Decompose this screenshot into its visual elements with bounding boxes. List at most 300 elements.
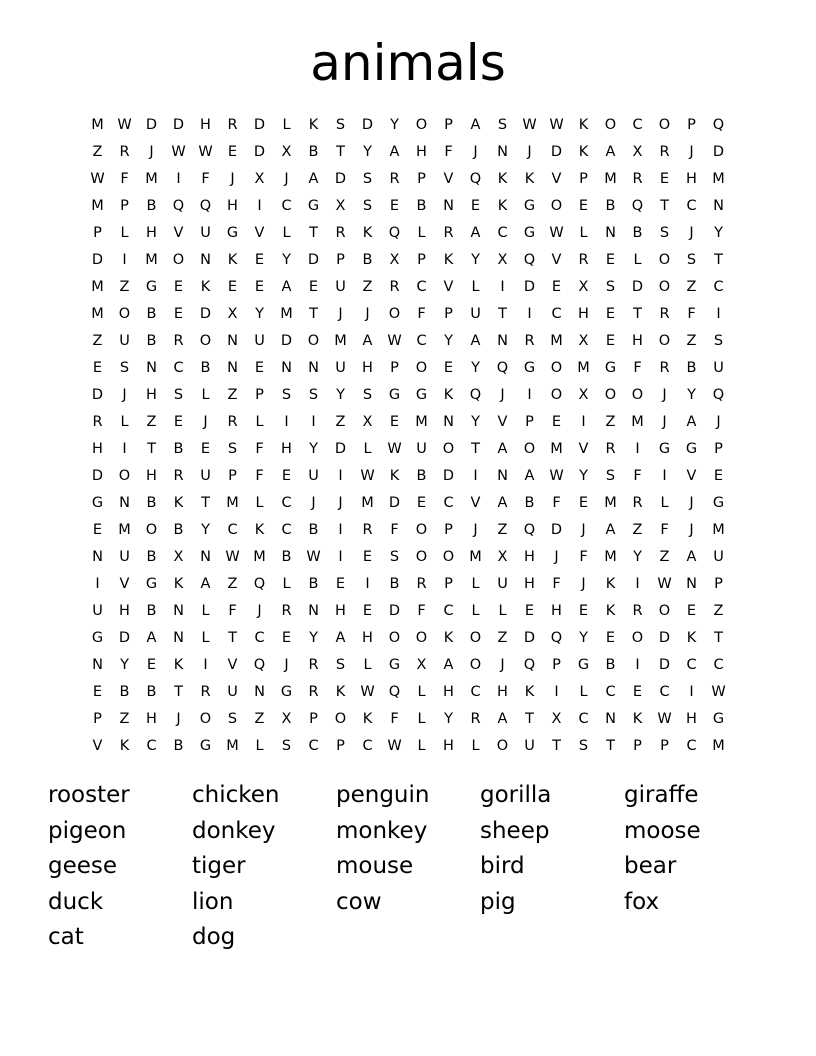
grid-letter: O (550, 387, 563, 403)
grid-letter: Z (335, 414, 346, 430)
grid-letter: R (281, 603, 292, 619)
grid-letter: V (551, 171, 562, 187)
grid-letter: L (579, 225, 588, 241)
grid-letter: L (633, 252, 642, 268)
grid-letter: G (712, 495, 725, 511)
grid-letter: E (92, 360, 103, 376)
grid-letter: Q (388, 684, 401, 700)
grid-letter: E (578, 495, 589, 511)
grid-letter: G (226, 225, 239, 241)
grid-letter: E (362, 549, 373, 565)
grid-letter: T (336, 144, 345, 160)
grid-letter: U (254, 333, 265, 349)
grid-letter: F (255, 468, 264, 484)
grid-letter: B (281, 549, 292, 565)
grid-letter: D (523, 630, 536, 646)
grid-letter: L (282, 576, 291, 592)
grid-letter: T (633, 306, 642, 322)
grid-letter: K (578, 117, 589, 133)
grid-letter: O (118, 306, 131, 322)
grid-letter: A (443, 657, 454, 673)
grid-letter: A (362, 333, 373, 349)
grid-letter: F (417, 306, 426, 322)
grid-letter: P (93, 711, 102, 727)
grid-letter: N (497, 144, 508, 160)
grid-letter: U (416, 441, 427, 457)
grid-letter: T (471, 441, 480, 457)
grid-letter: C (146, 738, 157, 754)
grid-letter: C (254, 630, 265, 646)
grid-letter: A (497, 441, 508, 457)
grid-letter: B (146, 684, 157, 700)
grid-letter: Y (714, 225, 723, 241)
grid-letter: Q (469, 171, 482, 187)
grid-letter: E (470, 198, 481, 214)
grid-letter: Z (92, 333, 103, 349)
grid-letter: L (417, 711, 426, 727)
grid-letter: U (92, 603, 103, 619)
grid-letter: W (360, 468, 375, 484)
grid-letter: O (415, 522, 428, 538)
grid-letter: R (524, 333, 535, 349)
grid-letter: L (201, 387, 210, 403)
grid-letter: S (227, 711, 238, 727)
grid-letter: Z (686, 279, 697, 295)
page-title: animals (310, 34, 506, 92)
grid-letter: S (281, 738, 292, 754)
word-list-item: fox (624, 888, 660, 915)
grid-letter: Y (633, 549, 642, 565)
grid-letter: J (689, 225, 694, 241)
grid-letter: J (338, 495, 343, 511)
grid-letter: Y (363, 144, 372, 160)
grid-letter: W (171, 144, 186, 160)
grid-letter: U (713, 549, 724, 565)
grid-letter: J (311, 495, 316, 511)
grid-letter: H (686, 171, 697, 187)
grid-letter: T (714, 630, 723, 646)
grid-letter: S (173, 387, 184, 403)
grid-letter: S (362, 171, 373, 187)
grid-letter: N (713, 198, 724, 214)
word-list-item: rooster (48, 782, 130, 808)
grid-letter: E (92, 522, 103, 538)
grid-letter: Q (469, 387, 482, 403)
grid-letter: B (146, 549, 157, 565)
grid-letter: K (605, 603, 616, 619)
grid-letter: X (497, 549, 508, 565)
grid-letter: O (658, 252, 671, 268)
grid-letter: R (362, 522, 373, 538)
grid-letter: J (203, 414, 208, 430)
grid-letter: J (662, 414, 667, 430)
grid-letter: K (443, 630, 454, 646)
grid-letter: W (657, 711, 672, 727)
grid-letter: K (443, 387, 454, 403)
grid-letter: S (686, 252, 697, 268)
grid-letter: I (635, 576, 640, 592)
grid-letter: V (470, 495, 481, 511)
grid-letter: V (173, 225, 184, 241)
grid-letter: N (146, 360, 157, 376)
grid-letter: G (523, 198, 536, 214)
word-list-item: donkey (192, 817, 276, 844)
grid-letter: F (633, 360, 642, 376)
grid-letter: D (145, 117, 158, 133)
grid-letter: E (605, 333, 616, 349)
grid-letter: P (660, 738, 669, 754)
grid-letter: C (497, 225, 508, 241)
grid-letter: L (282, 225, 291, 241)
grid-letter: T (714, 252, 723, 268)
grid-letter: X (416, 657, 427, 673)
grid-letter: U (119, 549, 130, 565)
grid-letter: D (631, 279, 644, 295)
grid-letter: K (443, 252, 454, 268)
grid-letter: F (417, 603, 426, 619)
grid-letter: Q (712, 387, 725, 403)
grid-letter: E (281, 468, 292, 484)
grid-letter: I (716, 306, 721, 322)
grid-letter: Y (201, 522, 210, 538)
word-list-item: moose (624, 817, 701, 844)
grid-letter: Q (523, 252, 536, 268)
grid-letter: N (281, 360, 292, 376)
grid-letter: F (255, 441, 264, 457)
grid-letter: G (712, 711, 725, 727)
grid-letter: R (119, 144, 130, 160)
grid-letter: O (496, 738, 509, 754)
grid-letter: D (550, 144, 563, 160)
grid-letter: A (605, 522, 616, 538)
grid-letter: F (552, 495, 561, 511)
grid-letter: A (308, 171, 319, 187)
grid-letter: C (443, 495, 454, 511)
grid-letter: J (500, 387, 505, 403)
grid-letter: W (549, 225, 564, 241)
grid-letter: R (389, 279, 400, 295)
grid-letter: K (497, 198, 508, 214)
grid-letter: Y (579, 630, 588, 646)
grid-letter: X (578, 387, 589, 403)
grid-letter: W (306, 549, 321, 565)
grid-letter: B (605, 657, 616, 673)
grid-letter: N (92, 657, 103, 673)
grid-letter: P (417, 171, 426, 187)
grid-letter: H (335, 603, 346, 619)
grid-letter: O (199, 333, 212, 349)
word-list-item: gorilla (480, 782, 552, 808)
grid-letter: S (362, 198, 373, 214)
grid-letter: A (497, 495, 508, 511)
grid-letter: H (119, 603, 130, 619)
grid-letter: R (659, 306, 670, 322)
grid-letter: C (713, 279, 724, 295)
grid-letter: R (470, 711, 481, 727)
grid-letter: L (363, 441, 372, 457)
grid-letter: I (635, 657, 640, 673)
grid-letter: M (226, 495, 239, 511)
grid-letter: B (146, 495, 157, 511)
grid-letter: C (686, 198, 697, 214)
grid-letter: L (282, 117, 291, 133)
word-list-item: chicken (192, 782, 280, 808)
grid-letter: Y (390, 117, 399, 133)
grid-letter: V (578, 441, 589, 457)
grid-letter: Q (172, 198, 185, 214)
grid-letter: M (550, 333, 563, 349)
grid-letter: U (470, 306, 481, 322)
grid-letter: E (605, 252, 616, 268)
grid-letter: K (308, 117, 319, 133)
grid-letter: T (174, 684, 183, 700)
grid-letter: Q (253, 657, 266, 673)
grid-letter: G (388, 657, 401, 673)
grid-letter: M (712, 171, 725, 187)
grid-letter: S (389, 549, 400, 565)
grid-letter: J (176, 711, 181, 727)
grid-letter: G (658, 441, 671, 457)
grid-letter: U (335, 360, 346, 376)
grid-letter: G (91, 630, 104, 646)
grid-letter: E (362, 603, 373, 619)
grid-letter: D (550, 522, 563, 538)
grid-letter: O (145, 522, 158, 538)
grid-letter: I (176, 171, 181, 187)
grid-letter: N (605, 225, 616, 241)
grid-letter: A (605, 144, 616, 160)
word-list-item: sheep (480, 817, 550, 844)
grid-letter: J (338, 306, 343, 322)
grid-letter: H (524, 576, 535, 592)
grid-letter: B (119, 684, 130, 700)
grid-letter: I (311, 414, 316, 430)
grid-letter: K (173, 576, 184, 592)
grid-letter: Y (120, 657, 129, 673)
grid-letter: G (523, 360, 536, 376)
grid-letter: A (470, 225, 481, 241)
grid-letter: I (527, 387, 532, 403)
grid-letter: E (578, 603, 589, 619)
grid-letter: I (581, 414, 586, 430)
grid-letter: O (523, 441, 536, 457)
grid-letter: N (227, 360, 238, 376)
grid-letter: U (227, 684, 238, 700)
grid-letter: H (524, 549, 535, 565)
grid-letter: D (442, 468, 455, 484)
grid-letter: W (657, 576, 672, 592)
grid-letter: O (658, 117, 671, 133)
grid-letter: P (444, 117, 453, 133)
grid-letter: N (443, 198, 454, 214)
grid-letter: J (473, 144, 478, 160)
grid-letter: M (361, 495, 374, 511)
grid-letter: D (658, 630, 671, 646)
grid-letter: E (659, 171, 670, 187)
grid-letter: L (579, 684, 588, 700)
grid-letter: J (284, 657, 289, 673)
grid-letter: M (334, 333, 347, 349)
grid-letter: Z (713, 603, 724, 619)
grid-letter: O (415, 360, 428, 376)
grid-letter: I (527, 306, 532, 322)
grid-letter: L (417, 225, 426, 241)
grid-letter: O (658, 333, 671, 349)
grid-letter: N (173, 630, 184, 646)
grid-letter: M (631, 414, 644, 430)
grid-letter: B (389, 576, 400, 592)
grid-letter: K (497, 171, 508, 187)
grid-letter: H (281, 441, 292, 457)
grid-letter: N (119, 495, 130, 511)
grid-letter: B (308, 522, 319, 538)
grid-letter: H (227, 198, 238, 214)
grid-letter: E (578, 198, 589, 214)
grid-letter: O (442, 549, 455, 565)
grid-letter: K (686, 630, 697, 646)
grid-letter: E (686, 603, 697, 619)
word-list-item: monkey (336, 817, 428, 844)
word-list-item: cat (48, 924, 84, 950)
grid-letter: R (443, 225, 454, 241)
grid-letter: E (254, 279, 265, 295)
grid-letter: J (257, 603, 262, 619)
grid-letter: K (389, 468, 400, 484)
grid-letter: M (712, 738, 725, 754)
grid-letter: F (687, 306, 696, 322)
grid-letter: E (632, 684, 643, 700)
grid-letter: K (227, 252, 238, 268)
grid-letter: J (284, 171, 289, 187)
grid-letter: H (146, 225, 157, 241)
grid-letter: O (631, 630, 644, 646)
grid-letter: Z (119, 711, 130, 727)
grid-letter: G (577, 657, 590, 673)
grid-letter: T (525, 711, 534, 727)
grid-letter: E (173, 306, 184, 322)
grid-letter: P (93, 225, 102, 241)
grid-letter: N (497, 468, 508, 484)
grid-letter: J (473, 522, 478, 538)
grid-letter: R (659, 144, 670, 160)
grid-letter: M (226, 738, 239, 754)
grid-letter: L (255, 414, 264, 430)
grid-letter: K (173, 657, 184, 673)
grid-letter: E (389, 198, 400, 214)
grid-letter: C (470, 684, 481, 700)
grid-letter: S (578, 738, 589, 754)
grid-letter: Q (712, 117, 725, 133)
grid-letter: Y (309, 441, 318, 457)
grid-letter: O (631, 387, 644, 403)
grid-letter: L (120, 414, 129, 430)
grid-letter: P (336, 738, 345, 754)
grid-letter: V (497, 414, 508, 430)
grid-letter: S (335, 117, 346, 133)
grid-letter: O (172, 252, 185, 268)
grid-letter: L (417, 684, 426, 700)
grid-letter: X (497, 252, 508, 268)
word-search-grid (84, 112, 732, 760)
grid-letter: D (658, 657, 671, 673)
grid-letter: J (716, 414, 721, 430)
grid-letter: R (389, 171, 400, 187)
grid-letter: M (415, 414, 428, 430)
grid-letter: P (525, 414, 534, 430)
grid-letter: F (579, 549, 588, 565)
grid-letter: N (308, 360, 319, 376)
grid-letter: H (92, 441, 103, 457)
grid-letter: P (444, 576, 453, 592)
grid-letter: L (120, 225, 129, 241)
word-list-item: lion (192, 888, 234, 915)
grid-letter: U (200, 225, 211, 241)
grid-letter: Q (550, 630, 563, 646)
grid-letter: N (308, 603, 319, 619)
grid-letter: L (417, 738, 426, 754)
grid-letter: I (284, 414, 289, 430)
grid-letter: Y (336, 387, 345, 403)
word-list-item: dog (192, 924, 236, 950)
grid-letter: O (199, 711, 212, 727)
grid-letter: J (500, 657, 505, 673)
grid-letter: I (689, 684, 694, 700)
grid-letter: X (551, 711, 562, 727)
grid-letter: C (281, 198, 292, 214)
grid-letter: G (145, 576, 158, 592)
grid-letter: J (554, 549, 559, 565)
grid-letter: I (203, 657, 208, 673)
grid-letter: I (662, 468, 667, 484)
grid-letter: T (201, 495, 210, 511)
grid-letter: Z (119, 279, 130, 295)
grid-letter: J (662, 387, 667, 403)
grid-letter: Q (496, 360, 509, 376)
grid-letter: N (200, 549, 211, 565)
grid-letter: D (199, 306, 212, 322)
grid-letter: I (338, 468, 343, 484)
grid-letter: C (281, 522, 292, 538)
grid-letter: W (711, 684, 726, 700)
grid-letter: X (362, 414, 373, 430)
grid-letter: Z (92, 144, 103, 160)
grid-letter: A (200, 576, 211, 592)
grid-letter: Z (497, 522, 508, 538)
grid-letter: S (362, 387, 373, 403)
grid-letter: Y (471, 252, 480, 268)
grid-letter: M (280, 306, 293, 322)
grid-letter: B (146, 306, 157, 322)
grid-letter: R (335, 225, 346, 241)
grid-letter: B (173, 522, 184, 538)
grid-letter: O (469, 630, 482, 646)
grid-letter: E (335, 576, 346, 592)
grid-letter: C (443, 603, 454, 619)
grid-letter: D (172, 117, 185, 133)
grid-letter: C (227, 522, 238, 538)
grid-letter: O (415, 117, 428, 133)
grid-letter: C (632, 117, 643, 133)
grid-letter: N (605, 711, 616, 727)
grid-letter: V (254, 225, 265, 241)
grid-letter: J (527, 144, 532, 160)
grid-letter: E (227, 144, 238, 160)
grid-letter: L (471, 603, 480, 619)
grid-letter: M (91, 198, 104, 214)
grid-letter: G (199, 738, 212, 754)
grid-letter: W (90, 171, 105, 187)
grid-letter: D (712, 144, 725, 160)
